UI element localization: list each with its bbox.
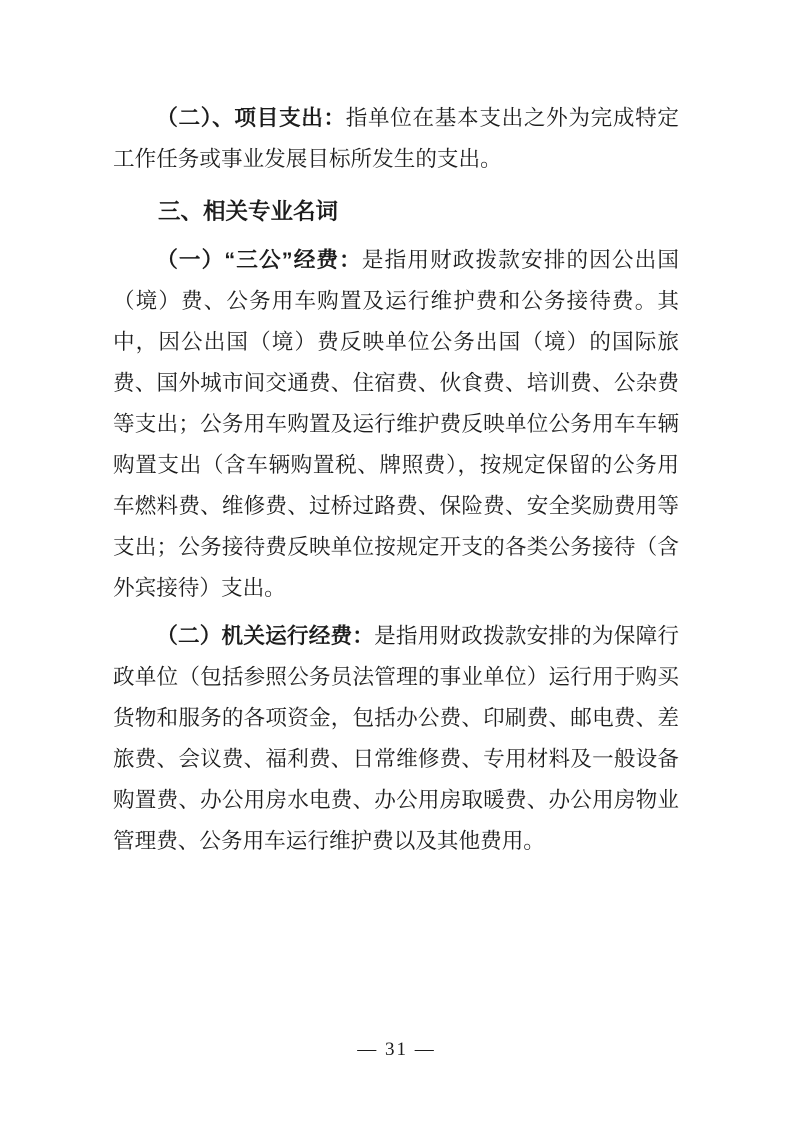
paragraph-lead-sangong-funds: （一）“三公”经费： (156, 247, 362, 272)
paragraph-project-expenditure (113, 97, 679, 180)
paragraph-text-sangong-funds: 是指用财政拨款安排的因公出国（境）费、公务用车购置及运行维护费和公务接待费。其中，因公出国（境）费反映单位公务出国（境）的国际旅费、国外城市间交通费、住宿费、伙食费、培训费、公杂费等支出；公务用车购置及运行维护费反映单位公务用车车辆购置支出（含车辆购置税、牌照费），按规定保留的公务用车燃料费、维修费、过桥过路费、保险费、安全奖励费用等支出；公务接待费反映单位按规定开支的各类公务接待（含外宾接待）支出。 (113, 248, 679, 600)
paragraph-agency-operating-funds (113, 615, 679, 862)
paragraph-lead-project-expenditure: （二）、项目支出： (156, 105, 346, 130)
paragraph-lead-agency-operating-funds: （二）机关运行经费： (156, 623, 375, 648)
page-number: — 31 — (357, 1039, 436, 1060)
paragraph-text-project-expenditure: 指单位在基本支出之外为完成特定工作任务或事业发展目标所发生的支出。 (113, 106, 679, 171)
paragraph-text-agency-operating-funds: 是指用财政拨款安排的为保障行政单位（包括参照公务员法管理的事业单位）运行用于购买货物和服务的各项资金，包括办公费、印刷费、邮电费、差旅费、会议费、福利费、日常维修费、专用材料及一般设备购置费、办公用房水电费、办公用房取暖费、办公用房物业管理费、公务用车运行维护费以及其他费用。 (113, 624, 679, 853)
paragraph-sangong-funds (113, 239, 679, 609)
document-body (113, 97, 679, 862)
section-heading-related-terms: 三、相关专业名词 (158, 199, 339, 224)
